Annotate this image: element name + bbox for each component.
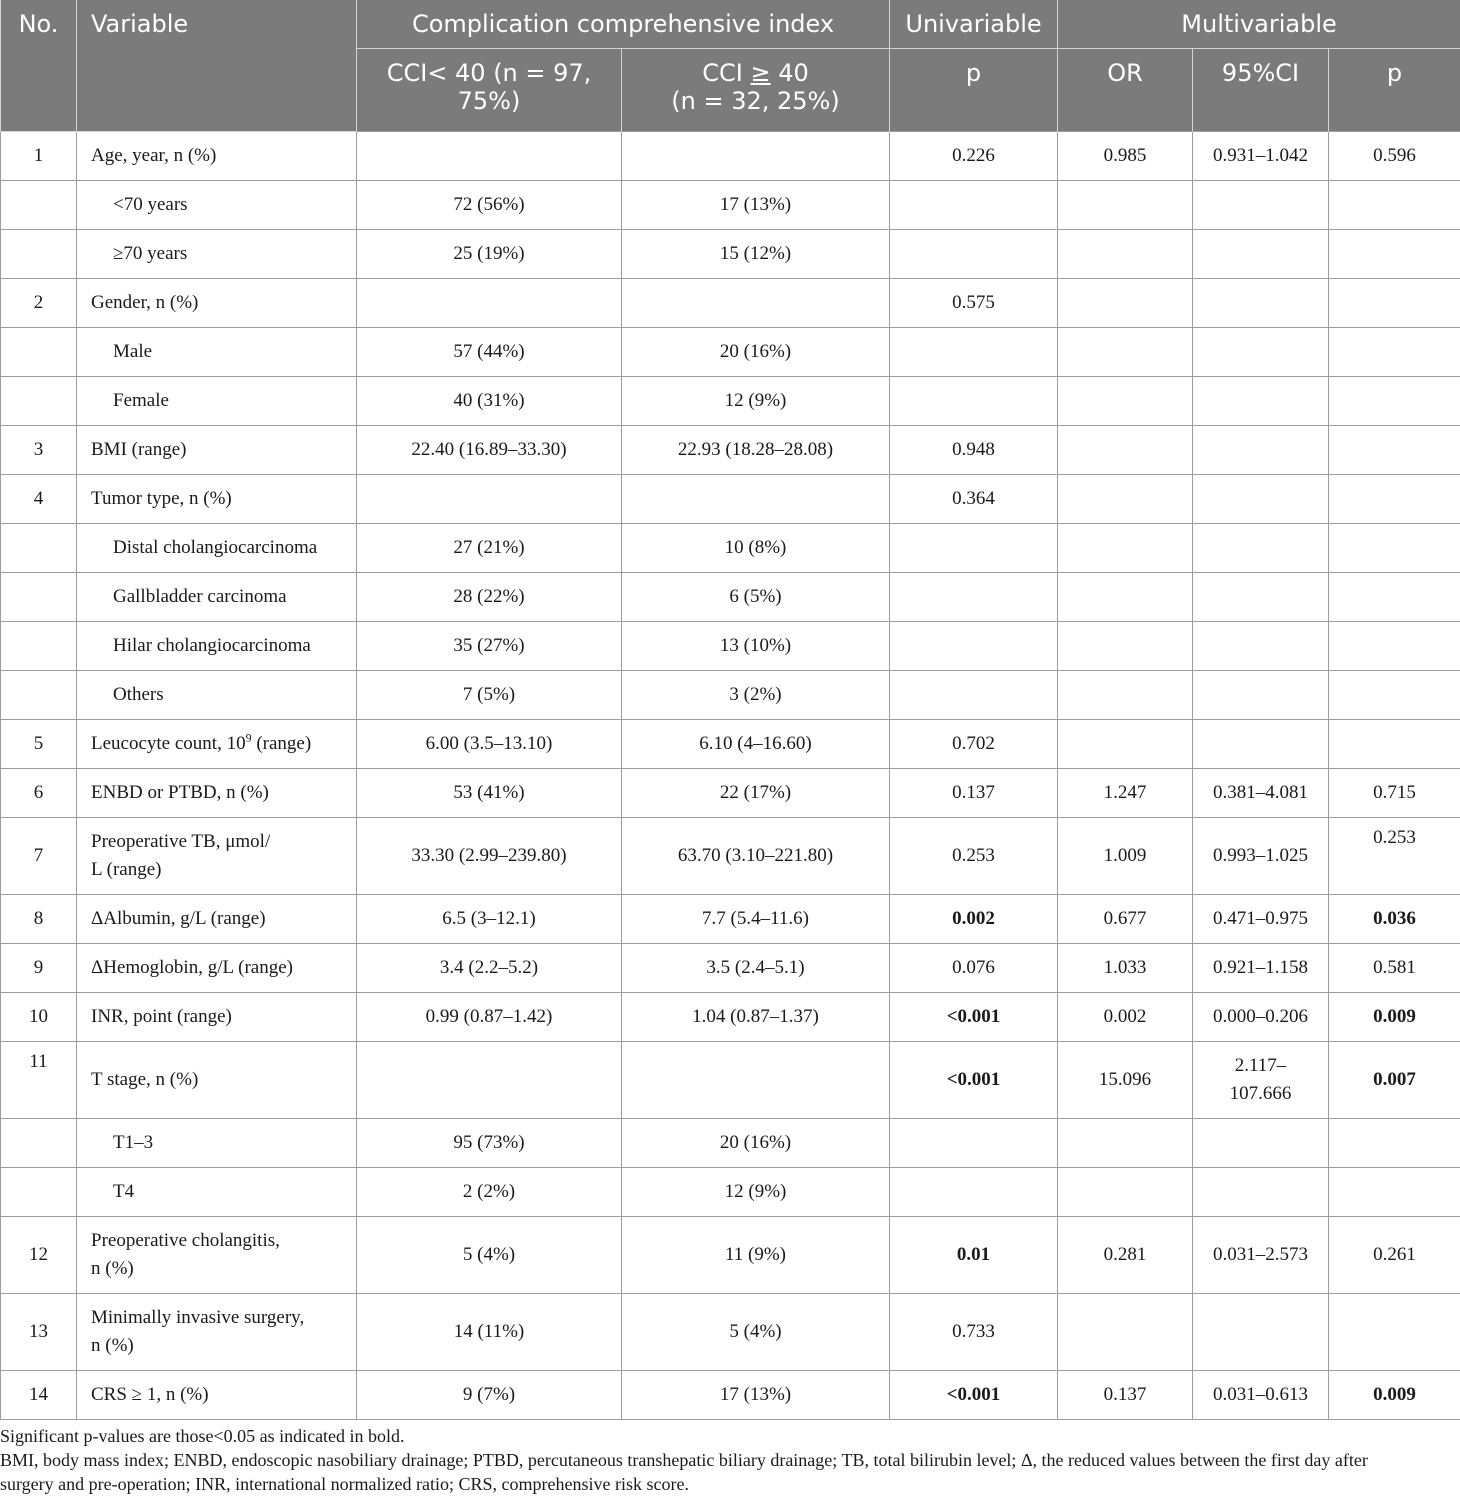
row-variable: BMI (range) (77, 425, 357, 474)
row-multivariable-p (1329, 180, 1460, 229)
row-or (1058, 327, 1193, 376)
row-cci-ge40: 7.7 (5.4–11.6) (622, 894, 890, 943)
row-ci (1193, 180, 1329, 229)
row-cci-ge40: 10 (8%) (622, 523, 890, 572)
row-number: 3 (1, 425, 77, 474)
table-row (1, 943, 1460, 992)
row-ci (1193, 719, 1329, 768)
table-row (1, 523, 1460, 572)
row-or: 0.002 (1058, 992, 1193, 1041)
row-cci-lt40 (357, 278, 622, 327)
table-row (1, 572, 1460, 621)
row-univariable-p (890, 376, 1058, 425)
row-variable: Others (77, 670, 357, 719)
header-uni-p: p (890, 48, 1058, 131)
table-row (1, 1041, 1460, 1118)
row-cci-lt40: 35 (27%) (357, 621, 622, 670)
row-cci-ge40: 13 (10%) (622, 621, 890, 670)
table-row (1, 817, 1460, 894)
row-multivariable-p (1329, 278, 1460, 327)
row-ci: 2.117– 107.666 (1193, 1041, 1329, 1118)
row-variable: <70 years (77, 180, 357, 229)
table-row (1, 180, 1460, 229)
row-cci-ge40: 12 (9%) (622, 376, 890, 425)
row-multivariable-p (1329, 670, 1460, 719)
row-cci-lt40: 3.4 (2.2–5.2) (357, 943, 622, 992)
row-cci-ge40 (622, 278, 890, 327)
row-variable: Minimally invasive surgery, n (%) (77, 1293, 357, 1370)
row-cci-lt40: 53 (41%) (357, 768, 622, 817)
row-univariable-p (890, 180, 1058, 229)
row-cci-lt40: 27 (21%) (357, 523, 622, 572)
footnotes (0, 1424, 1460, 1496)
row-or: 0.985 (1058, 131, 1193, 180)
table-row (1, 229, 1460, 278)
row-multivariable-p (1329, 474, 1460, 523)
row-ci (1193, 1167, 1329, 1216)
row-multivariable-p (1329, 229, 1460, 278)
row-univariable-p: 0.002 (890, 894, 1058, 943)
row-variable: T1–3 (77, 1118, 357, 1167)
row-ci (1193, 670, 1329, 719)
row-ci: 0.921–1.158 (1193, 943, 1329, 992)
row-univariable-p: 0.575 (890, 278, 1058, 327)
row-or: 1.033 (1058, 943, 1193, 992)
row-variable: T stage, n (%) (77, 1041, 357, 1118)
table-row (1, 670, 1460, 719)
row-univariable-p: 0.076 (890, 943, 1058, 992)
table-row (1, 621, 1460, 670)
row-or (1058, 1167, 1193, 1216)
row-variable: Gender, n (%) (77, 278, 357, 327)
row-number (1, 572, 77, 621)
row-ci: 0.381–4.081 (1193, 768, 1329, 817)
row-univariable-p (890, 621, 1058, 670)
row-variable: Preoperative TB, μmol/ L (range) (77, 817, 357, 894)
row-or: 0.677 (1058, 894, 1193, 943)
row-number: 9 (1, 943, 77, 992)
row-ci: 0.471–0.975 (1193, 894, 1329, 943)
row-cci-ge40: 1.04 (0.87–1.37) (622, 992, 890, 1041)
table-row (1, 1370, 1460, 1419)
row-variable: Tumor type, n (%) (77, 474, 357, 523)
row-variable: Leucocyte count, $10^9$ (range) (77, 719, 357, 768)
row-cci-lt40: 9 (7%) (357, 1370, 622, 1419)
row-cci-ge40 (622, 131, 890, 180)
header-cci-ge40: CCI ≥ 40 (n = 32, 25%) (622, 48, 890, 131)
row-cci-lt40 (357, 131, 622, 180)
row-cci-lt40: 6.00 (3.5–13.10) (357, 719, 622, 768)
row-cci-ge40: 11 (9%) (622, 1216, 890, 1293)
table-row (1, 278, 1460, 327)
row-cci-lt40: 6.5 (3–12.1) (357, 894, 622, 943)
row-univariable-p (890, 1118, 1058, 1167)
table-row (1, 327, 1460, 376)
row-multivariable-p: 0.715 (1329, 768, 1460, 817)
row-multivariable-p: 0.009 (1329, 992, 1460, 1041)
row-cci-lt40: 5 (4%) (357, 1216, 622, 1293)
row-univariable-p: 0.226 (890, 131, 1058, 180)
row-cci-ge40: 6.10 (4–16.60) (622, 719, 890, 768)
row-cci-ge40: 3.5 (2.4–5.1) (622, 943, 890, 992)
row-univariable-p: 0.253 (890, 817, 1058, 894)
row-variable: Male (77, 327, 357, 376)
header-or: OR (1058, 48, 1193, 131)
row-multivariable-p: 0.596 (1329, 131, 1460, 180)
row-multivariable-p (1329, 1167, 1460, 1216)
row-ci (1193, 474, 1329, 523)
row-or: 0.281 (1058, 1216, 1193, 1293)
row-multivariable-p (1329, 719, 1460, 768)
row-multivariable-p: 0.036 (1329, 894, 1460, 943)
row-cci-ge40: 17 (13%) (622, 180, 890, 229)
row-or (1058, 621, 1193, 670)
row-cci-ge40: 20 (16%) (622, 1118, 890, 1167)
row-number (1, 621, 77, 670)
row-cci-ge40: 63.70 (3.10–221.80) (622, 817, 890, 894)
row-number: 1 (1, 131, 77, 180)
row-number (1, 180, 77, 229)
table-row (1, 1118, 1460, 1167)
row-variable: CRS ≥ 1, n (%) (77, 1370, 357, 1419)
header-multivariable: Multivariable (1058, 0, 1460, 48)
row-or (1058, 572, 1193, 621)
row-or (1058, 376, 1193, 425)
row-variable: ΔAlbumin, g/L (range) (77, 894, 357, 943)
row-or (1058, 719, 1193, 768)
row-number: 10 (1, 992, 77, 1041)
row-ci (1193, 572, 1329, 621)
row-multivariable-p: 0.253 (1329, 817, 1460, 894)
row-ci (1193, 327, 1329, 376)
row-multivariable-p (1329, 327, 1460, 376)
row-number: 6 (1, 768, 77, 817)
row-cci-ge40: 3 (2%) (622, 670, 890, 719)
table-row (1, 376, 1460, 425)
row-univariable-p: 0.948 (890, 425, 1058, 474)
row-ci (1193, 229, 1329, 278)
row-or: 1.247 (1058, 768, 1193, 817)
row-cci-lt40: 72 (56%) (357, 180, 622, 229)
row-univariable-p: 0.137 (890, 768, 1058, 817)
row-number: 4 (1, 474, 77, 523)
table-row (1, 719, 1460, 768)
row-multivariable-p: 0.007 (1329, 1041, 1460, 1118)
row-multivariable-p (1329, 425, 1460, 474)
row-or (1058, 278, 1193, 327)
row-multivariable-p (1329, 1118, 1460, 1167)
row-ci: 0.031–2.573 (1193, 1216, 1329, 1293)
row-cci-lt40: 7 (5%) (357, 670, 622, 719)
row-or (1058, 1118, 1193, 1167)
row-cci-lt40: 22.40 (16.89–33.30) (357, 425, 622, 474)
row-univariable-p: <0.001 (890, 992, 1058, 1041)
row-variable: ≥70 years (77, 229, 357, 278)
row-or (1058, 474, 1193, 523)
row-univariable-p (890, 327, 1058, 376)
row-multivariable-p (1329, 1293, 1460, 1370)
row-ci (1193, 621, 1329, 670)
row-or: 1.009 (1058, 817, 1193, 894)
row-variable: Hilar cholangiocarcinoma (77, 621, 357, 670)
row-univariable-p (890, 670, 1058, 719)
row-cci-ge40: 12 (9%) (622, 1167, 890, 1216)
row-univariable-p: 0.733 (890, 1293, 1058, 1370)
row-variable: Preoperative cholangitis, n (%) (77, 1216, 357, 1293)
row-multivariable-p: 0.009 (1329, 1370, 1460, 1419)
row-multivariable-p (1329, 621, 1460, 670)
row-cci-ge40: 17 (13%) (622, 1370, 890, 1419)
row-ci (1193, 278, 1329, 327)
row-ci (1193, 1293, 1329, 1370)
row-number: 14 (1, 1370, 77, 1419)
row-ci (1193, 376, 1329, 425)
row-number: 5 (1, 719, 77, 768)
row-cci-ge40: 6 (5%) (622, 572, 890, 621)
table-body (1, 131, 1460, 1419)
row-ci: 0.000–0.206 (1193, 992, 1329, 1041)
header-multi-p: p (1329, 48, 1460, 131)
row-or (1058, 523, 1193, 572)
row-or: 15.096 (1058, 1041, 1193, 1118)
footnote-significance: Significant p-values are those<0.05 as indicated in bold. (0, 1426, 405, 1446)
row-cci-lt40: 0.99 (0.87–1.42) (357, 992, 622, 1041)
row-variable: T4 (77, 1167, 357, 1216)
table-row (1, 992, 1460, 1041)
row-cci-ge40: 22.93 (18.28–28.08) (622, 425, 890, 474)
header-no: No. (1, 0, 77, 131)
table-row (1, 131, 1460, 180)
footnote-abbreviations-2: surgery and pre-operation; INR, international normalized ratio; CRS, comprehensive risk score. (0, 1474, 689, 1494)
row-number (1, 229, 77, 278)
row-cci-lt40 (357, 474, 622, 523)
table-row (1, 768, 1460, 817)
row-cci-ge40 (622, 1041, 890, 1118)
row-multivariable-p: 0.261 (1329, 1216, 1460, 1293)
row-cci-ge40 (622, 474, 890, 523)
row-cci-lt40: 2 (2%) (357, 1167, 622, 1216)
row-or (1058, 425, 1193, 474)
row-or (1058, 670, 1193, 719)
row-variable: Age, year, n (%) (77, 131, 357, 180)
row-univariable-p (890, 229, 1058, 278)
row-multivariable-p: 0.581 (1329, 943, 1460, 992)
row-ci: 0.931–1.042 (1193, 131, 1329, 180)
table-row (1, 474, 1460, 523)
row-multivariable-p (1329, 376, 1460, 425)
row-variable: INR, point (range) (77, 992, 357, 1041)
row-number: 7 (1, 817, 77, 894)
row-number: 8 (1, 894, 77, 943)
table-header (1, 0, 1460, 131)
row-univariable-p: <0.001 (890, 1370, 1058, 1419)
row-or: 0.137 (1058, 1370, 1193, 1419)
row-multivariable-p (1329, 572, 1460, 621)
row-multivariable-p (1329, 523, 1460, 572)
row-number: 2 (1, 278, 77, 327)
row-variable: Female (77, 376, 357, 425)
row-or (1058, 229, 1193, 278)
row-univariable-p: 0.364 (890, 474, 1058, 523)
row-univariable-p (890, 572, 1058, 621)
row-number (1, 670, 77, 719)
row-ci (1193, 425, 1329, 474)
header-ci: 95%CI (1193, 48, 1329, 131)
row-univariable-p (890, 1167, 1058, 1216)
row-number: 13 (1, 1293, 77, 1370)
row-ci (1193, 1118, 1329, 1167)
table-row (1, 425, 1460, 474)
row-number (1, 1118, 77, 1167)
header-cci: Complication comprehensive index (357, 0, 890, 48)
row-cci-ge40: 5 (4%) (622, 1293, 890, 1370)
row-variable: Gallbladder carcinoma (77, 572, 357, 621)
row-cci-lt40: 33.30 (2.99–239.80) (357, 817, 622, 894)
row-cci-ge40: 20 (16%) (622, 327, 890, 376)
row-number (1, 523, 77, 572)
table-row (1, 1216, 1460, 1293)
row-univariable-p: <0.001 (890, 1041, 1058, 1118)
row-number (1, 376, 77, 425)
table-row (1, 1293, 1460, 1370)
row-ci: 0.993–1.025 (1193, 817, 1329, 894)
row-number: 11 (1, 1041, 77, 1118)
row-cci-ge40: 15 (12%) (622, 229, 890, 278)
row-cci-lt40: 28 (22%) (357, 572, 622, 621)
table-row (1, 1167, 1460, 1216)
row-cci-lt40: 40 (31%) (357, 376, 622, 425)
table-row (1, 894, 1460, 943)
row-univariable-p: 0.702 (890, 719, 1058, 768)
header-cci-lt40: CCI< 40 (n = 97, 75%) (357, 48, 622, 131)
row-number: 12 (1, 1216, 77, 1293)
row-or (1058, 180, 1193, 229)
row-number (1, 327, 77, 376)
row-variable: Distal cholangiocarcinoma (77, 523, 357, 572)
row-cci-lt40: 14 (11%) (357, 1293, 622, 1370)
row-cci-lt40: 95 (73%) (357, 1118, 622, 1167)
footnote-abbreviations-1: BMI, body mass index; ENBD, endoscopic nasobiliary drainage; PTBD, percutaneous transhepatic biliary drainage; TB, total bilirubin level; Δ, the reduced values between the first day after (0, 1450, 1368, 1470)
header-variable: Variable (77, 0, 357, 131)
row-cci-lt40: 57 (44%) (357, 327, 622, 376)
row-cci-lt40 (357, 1041, 622, 1118)
row-univariable-p (890, 523, 1058, 572)
row-or (1058, 1293, 1193, 1370)
row-number (1, 1167, 77, 1216)
row-univariable-p: 0.01 (890, 1216, 1058, 1293)
row-cci-ge40: 22 (17%) (622, 768, 890, 817)
row-cci-lt40: 25 (19%) (357, 229, 622, 278)
row-ci (1193, 523, 1329, 572)
header-univariable: Univariable (890, 0, 1058, 48)
row-ci: 0.031–0.613 (1193, 1370, 1329, 1419)
row-variable: ΔHemoglobin, g/L (range) (77, 943, 357, 992)
row-variable: ENBD or PTBD, n (%) (77, 768, 357, 817)
